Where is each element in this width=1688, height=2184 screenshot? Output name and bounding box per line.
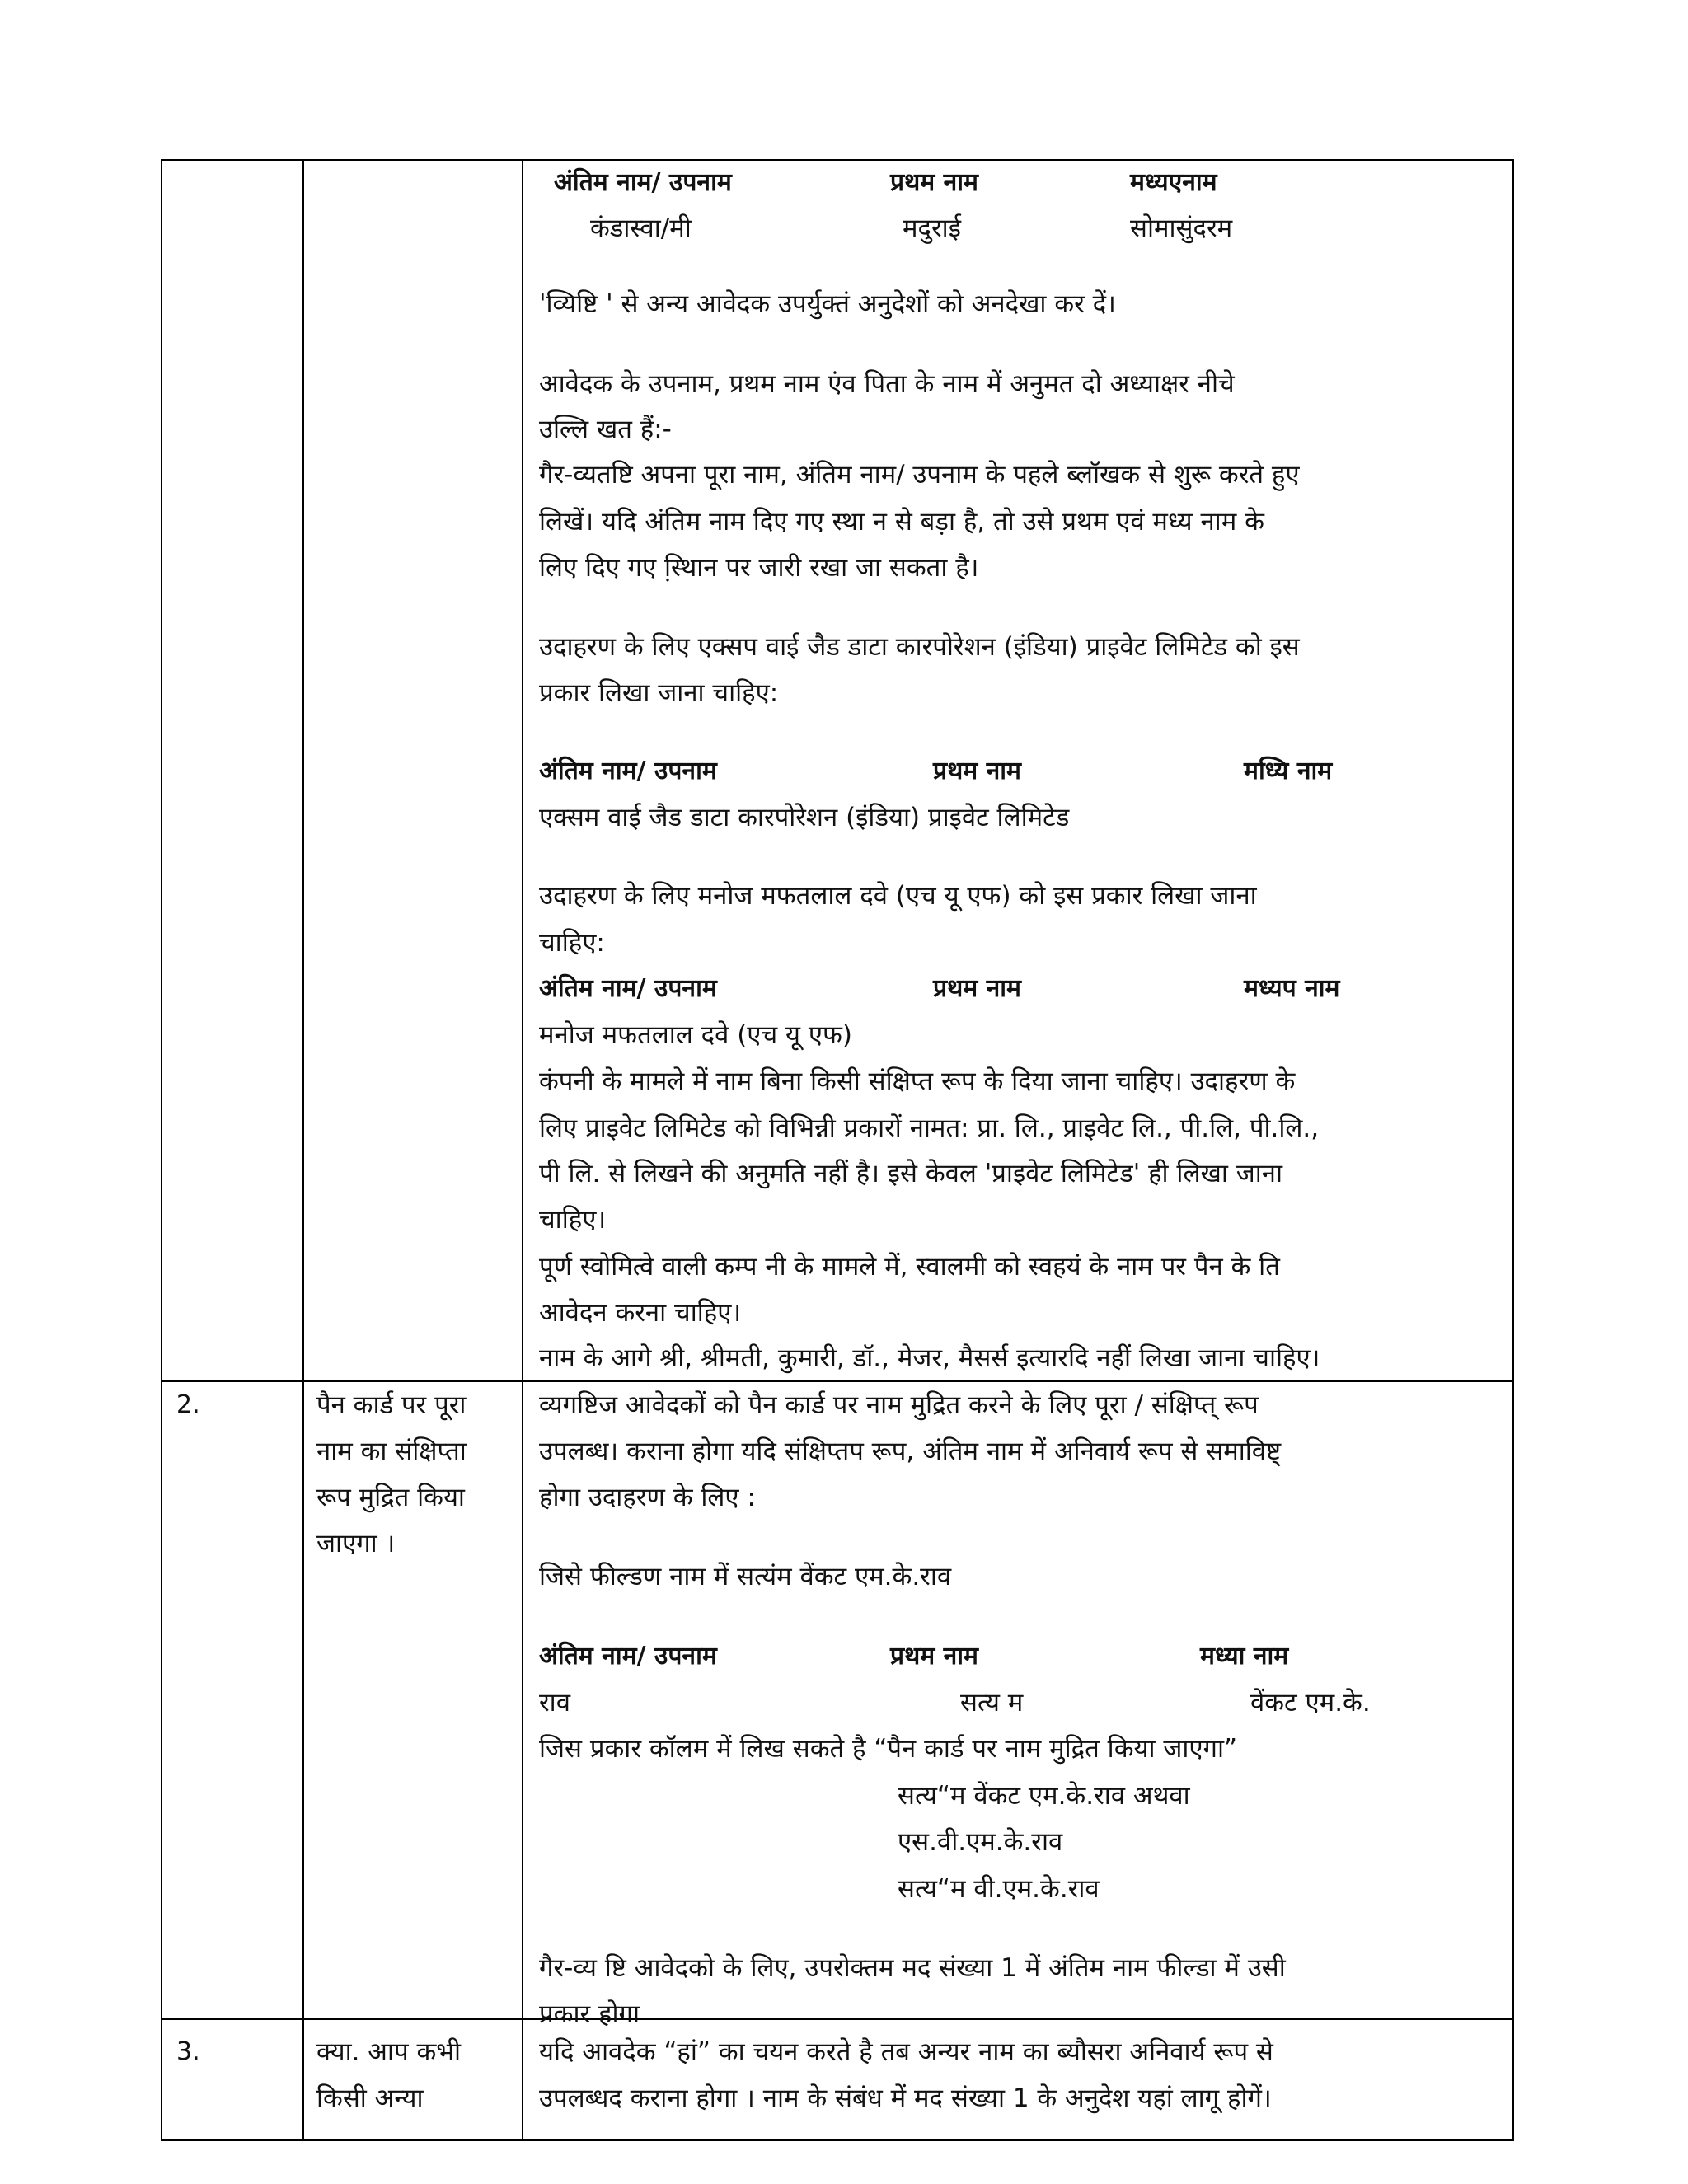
paragraph-non-individual: गैर-व्य ष्टि आवेदको के लिए, उपरोक्तम मद संख्या 1 में अंतिम नाम फील्डा में उसी — [539, 1953, 1286, 1983]
print-option: सत्य“म वी.एम.के.राव — [898, 1874, 1100, 1904]
column-header-middle-name: मध्यप नाम — [1244, 974, 1340, 1003]
paragraph-ignore-instructions: 'व्यिष्टि ' से अन्य आवेदक उपर्युक्तं अनुदेशों को अनदेखा कर दें। — [539, 289, 1116, 319]
column-header-first-name: प्रथम नाम — [890, 1642, 978, 1671]
paragraph-initials: उल्लि खत हैं:- — [539, 415, 672, 444]
row-number: 2. — [176, 1390, 200, 1419]
table-column-divider — [302, 161, 304, 2139]
row-title: किसी अन्या — [316, 2083, 424, 2113]
row-title: पैन कार्ड पर पूरा — [316, 1390, 467, 1420]
paragraph-initials: आवेदक के उपनाम, प्रथम नाम एंव पिता के नाम में अनुमत दो अध्याक्षर नीचे — [539, 369, 1235, 399]
paragraph-company: कंपनी के मामले में नाम बिना किसी संक्षिप्त रूप के दिया जाना चाहिए। उदाहरण के — [539, 1066, 1296, 1096]
paragraph-abbreviation: होगा उदाहरण के लिए : — [539, 1483, 756, 1512]
table-column-divider — [522, 161, 523, 2139]
table-row-divider — [162, 1380, 1512, 1382]
paragraph-company: लिए प्राइवेट लिमिटेड को विभिन्नी प्रकारों नामत: प्रा. लि., प्राइवेट लि., पी.लि, पी.लि., — [539, 1113, 1320, 1143]
print-option: एस.वी.एम.के.राव — [898, 1827, 1063, 1857]
paragraph-field-name: जिसे फील्डण नाम में सत्यंम वेंकट एम.के.राव — [539, 1562, 952, 1591]
example-huf-name: मनोज मफतलाल दवे (एच यू एफ) — [539, 1020, 852, 1050]
paragraph-print-column: जिस प्रकार कॉलम में लिख सकते है “पैन कार्ड पर नाम मुद्रित किया जाएगा” — [539, 1734, 1238, 1764]
example-company-name: एक्सम वाई जैड डाटा कारपोरेशन (इंडिया) प्राइवेट लिमिटेड — [539, 803, 1070, 832]
row-title: रूप मुद्रित किया — [316, 1483, 465, 1512]
paragraph-non-individual: प्रकार होगा — [539, 1999, 640, 2029]
column-header-middle-name: मध्यएनाम — [1130, 168, 1217, 197]
paragraph-titles: नाम के आगे श्री, श्रीमती, कुमारी, डॉ., मेजर, मैसर्स इत्यारदि नहीं लिखा जाना चाहिए। — [539, 1343, 1320, 1373]
paragraph-non-individual: लिखें। यदि अंतिम नाम दिए गए स्था न से बड़ा है, तो उसे प्रथम एवं मध्य नाम के — [539, 507, 1264, 537]
paragraph-abbreviation: उपलब्ध। कराना होगा यदि संक्षिप्तप रूप, अंतिम नाम में अनिवार्य रूप से समाविष्ट् — [539, 1436, 1282, 1466]
paragraph-other-name: उपलब्धद कराना होगा । नाम के संबंध में मद संख्या 1 के अनुदेश यहां लागू होगें। — [539, 2083, 1272, 2113]
table-row-divider — [162, 2018, 1512, 2020]
example-middle-name: सोमासुंदरम — [1130, 213, 1233, 243]
paragraph-non-individual: लिए दिए गए स्थाि़न पर जारी रखा जा सकता है। — [539, 553, 979, 583]
column-header-last-name: अंतिम नाम/ उपनाम — [539, 974, 717, 1003]
paragraph-xyz-example: उदाहरण के लिए एक्सप वाई जैड डाटा कारपोरेशन (इंडिया) प्राइवेट लिमिटेड को इस — [539, 632, 1300, 662]
paragraph-other-name: यदि आवदेक “हां” का चयन करते है तब अन्यर नाम का ब्यौसरा अनिवार्य रूप से — [539, 2037, 1273, 2067]
example-first-name: सत्य म — [960, 1688, 1024, 1718]
example-last-name: कंडास्वा/मी — [590, 213, 692, 243]
example-first-name: मदुराई — [903, 213, 961, 243]
example-middle-name: वेंकट एम.के. — [1250, 1688, 1371, 1718]
print-option: सत्य“म वेंकट एम.के.राव अथवा — [898, 1781, 1190, 1811]
column-header-first-name: प्रथम नाम — [890, 168, 978, 197]
paragraph-xyz-example: प्रकार लिखा जाना चाहिए: — [539, 678, 779, 708]
column-header-last-name: अंतिम नाम/ उपनाम — [539, 757, 717, 785]
paragraph-non-individual: गैर-व्यतष्टि अपना पूरा नाम, अंतिम नाम/ उपनाम के पहले ब्लॉखक से शुरू करते हुए — [539, 460, 1300, 490]
column-header-first-name: प्रथम नाम — [933, 757, 1021, 785]
column-header-first-name: प्रथम नाम — [933, 974, 1021, 1003]
paragraph-company: चाहिए। — [539, 1205, 607, 1235]
paragraph-wholly-owned: आवेदन करना चाहिए। — [539, 1298, 742, 1328]
column-header-last-name: अंतिम नाम/ उपनाम — [539, 1642, 717, 1671]
example-last-name: राव — [539, 1688, 570, 1718]
column-header-middle-name: मध्या नाम — [1200, 1642, 1289, 1671]
row-title: नाम का संक्षिप्ता — [316, 1436, 467, 1466]
paragraph-huf-example: चाहिए: — [539, 928, 605, 958]
row-number: 3. — [176, 2037, 200, 2066]
paragraph-huf-example: उदाहरण के लिए मनोज मफतलाल दवे (एच यू एफ) को इस प्रकार लिखा जाना — [539, 881, 1257, 911]
row-title: जाएगा । — [316, 1529, 396, 1558]
paragraph-wholly-owned: पूर्ण स्वाेमित्वे वाली कम्प नी के मामले में, स्वालमी को स्वहयं के नाम पर पैन के ति — [539, 1252, 1280, 1282]
row-title: क्या. आप कभी — [316, 2037, 462, 2067]
column-header-middle-name: मध्यि नाम — [1244, 757, 1333, 785]
column-header-last-name: अंतिम नाम/ उपनाम — [554, 168, 732, 197]
paragraph-company: पी लि. से लिखने की अनुमति नहीं है। इसे केवल 'प्राइवेट लिमिटेड' ही लिखा जाना — [539, 1159, 1282, 1188]
paragraph-abbreviation: व्यगष्टिज आवेदकों को पैन कार्ड पर नाम मुद्रित करने के लिए पूरा / संक्षिप्त् रूप — [539, 1390, 1259, 1420]
